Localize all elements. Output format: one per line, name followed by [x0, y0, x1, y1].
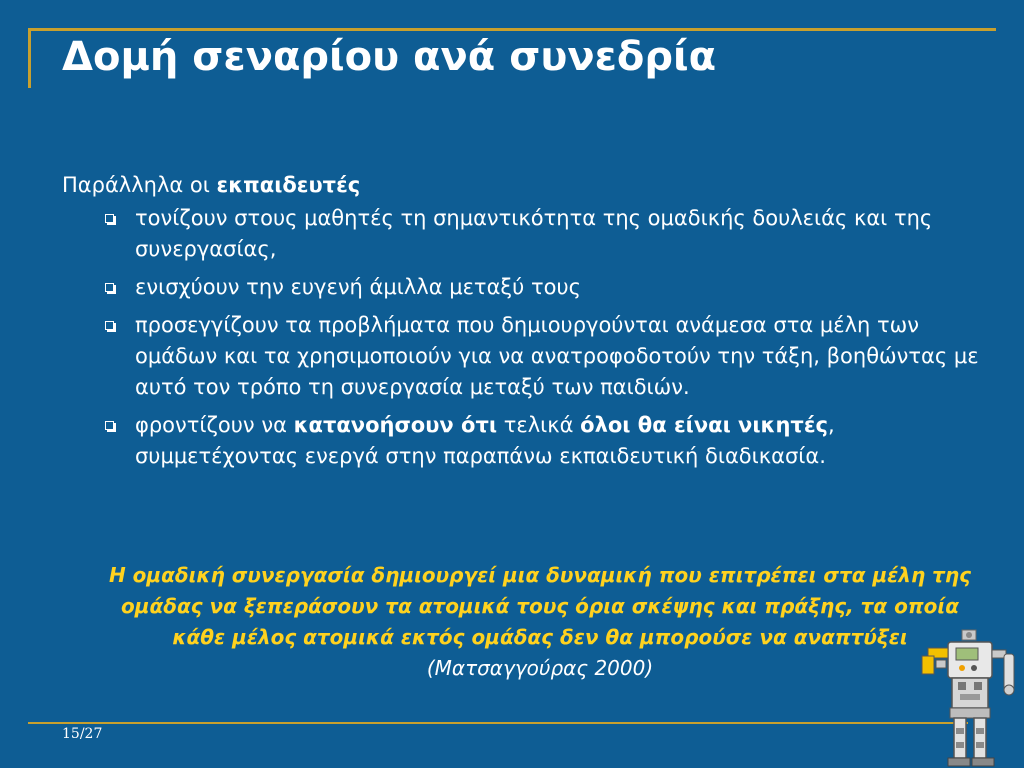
quote-block — [100, 560, 980, 684]
bullet4-part2: τελικά — [497, 413, 581, 437]
bullet4-bold2: όλοι θα είναι νικητές — [580, 413, 828, 437]
bullet-text: ενισχύουν την ευγενή άμιλλα μεταξύ τους — [135, 275, 581, 299]
bullet4-bold1: κατανοήσουν ότι — [293, 413, 498, 437]
slide-title: Δομή σεναρίου ανά συνεδρία — [62, 34, 717, 80]
hollow-square-bullet-icon — [105, 283, 114, 292]
bullet-item — [102, 410, 982, 472]
slide-content — [62, 170, 982, 479]
robot-illustration — [920, 620, 1020, 768]
page-total: /27 — [79, 726, 103, 742]
bullet-item — [102, 203, 982, 265]
bullet-item — [102, 310, 982, 403]
intro-bold: εκπαιδευτές — [216, 173, 361, 197]
bullet4-part1: φροντίζουν να — [135, 413, 294, 437]
page-number — [62, 726, 102, 742]
bullet-text: προσεγγίζουν τα προβλήματα που δημιουργούνται ανάμεσα στα μέλη των ομάδων και τα χρησιμοποιούν για να ανατροφοδοτούν την τάξη, βοηθώντας με αυτό τον τρόπο τη συνεργασία μεταξύ των παιδιών. — [135, 313, 979, 399]
quote-citation: (Ματσαγγούρας 2000) — [426, 656, 654, 680]
hollow-square-bullet-icon — [105, 321, 114, 330]
quote-text: Η ομαδική συνεργασία δημιουργεί μια δυναμική που επιτρέπει στα μέλη της ομάδας να ξεπεράσουν τα ατομικά τους όρια σκέψης και πράξης, τα οποία κάθε μέλος ατομικά εκτός ομάδας δεν θα μπορούσε να αναπτύξει — [108, 563, 972, 649]
hollow-square-bullet-icon — [105, 421, 114, 430]
hollow-square-bullet-icon — [105, 214, 114, 223]
frame-top-line — [28, 28, 996, 31]
bullet-text: τονίζουν στους μαθητές τη σημαντικότητα της ομαδικής δουλειάς και της συνεργασίας, — [135, 206, 933, 261]
bullet-item — [102, 272, 982, 303]
bullet4-part3: , συμμετέχοντας ενεργά στην παραπάνω εκπαιδευτική διαδικασία. — [135, 413, 835, 468]
intro-prefix: Παράλληλα οι — [62, 173, 217, 197]
page-current: 15 — [62, 726, 80, 742]
frame-bottom-line — [28, 722, 968, 724]
frame-left-line — [28, 28, 31, 88]
bullet-list — [62, 203, 982, 472]
intro-line — [62, 170, 982, 201]
